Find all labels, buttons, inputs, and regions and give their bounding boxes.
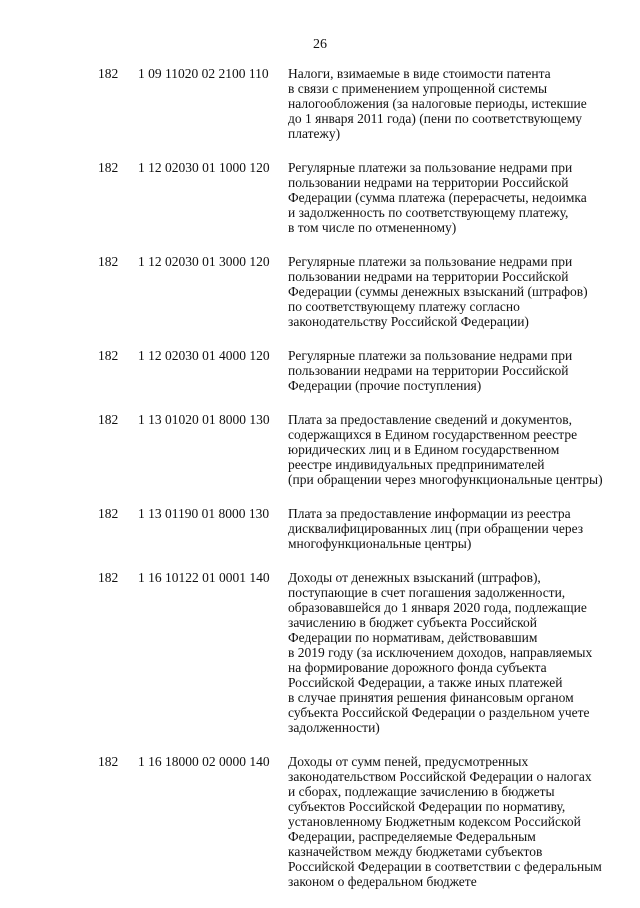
budget-classification-code: 1 13 01020 01 8000 130 bbox=[138, 412, 270, 427]
description-line: законом о федеральном бюджете bbox=[288, 874, 477, 889]
description-line: в случае принятия решения финансовым органом bbox=[288, 690, 574, 705]
admin-code: 182 bbox=[98, 254, 119, 269]
description-line: Налоги, взимаемые в виде стоимости патента bbox=[288, 66, 551, 81]
description-line: до 1 января 2011 года) (пени по соответствующему bbox=[288, 111, 583, 126]
description-line: задолженности) bbox=[288, 720, 380, 735]
description-line: поступающие в счет погашения задолженности, bbox=[288, 585, 566, 600]
description-line: Федерации (прочие поступления) bbox=[288, 378, 482, 393]
admin-code: 182 bbox=[98, 506, 119, 521]
description-line: и задолженность по соответствующему платежу, bbox=[288, 205, 569, 220]
description-line: многофункциональные центры) bbox=[288, 536, 472, 551]
budget-classification-code: 1 09 11020 02 2100 110 bbox=[138, 66, 269, 81]
table-row bbox=[0, 412, 640, 487]
admin-code: 182 bbox=[98, 754, 119, 769]
description-line: Регулярные платежи за пользование недрами при bbox=[288, 254, 573, 269]
description-line: Федерации (суммы денежных взысканий (штрафов) bbox=[288, 284, 588, 299]
description-line: законодательством Российской Федерации о налогах bbox=[288, 769, 592, 784]
budget-classification-code: 1 12 02030 01 1000 120 bbox=[138, 160, 270, 175]
table-row bbox=[0, 348, 640, 393]
description-line: Федерации по нормативам, действовавшим bbox=[288, 630, 538, 645]
description-line: дисквалифицированных лиц (при обращении через bbox=[288, 521, 584, 536]
table-row bbox=[0, 254, 640, 329]
budget-classification-code: 1 16 10122 01 0001 140 bbox=[138, 570, 270, 585]
description-line: Регулярные платежи за пользование недрами при bbox=[288, 348, 573, 363]
description-line: образовавшейся до 1 января 2020 года, подлежащие bbox=[288, 600, 587, 615]
description-line: в 2019 году (за исключением доходов, направляемых bbox=[288, 645, 593, 660]
description-line: пользовании недрами на территории Российской bbox=[288, 175, 569, 190]
description-line: в связи с применением упрощенной системы bbox=[288, 81, 548, 96]
revenue-description bbox=[288, 160, 618, 235]
description-line: зачислению в бюджет субъекта Российской bbox=[288, 615, 537, 630]
revenue-description bbox=[288, 506, 618, 551]
description-line: Плата за предоставление сведений и документов, bbox=[288, 412, 572, 427]
description-line: платежу) bbox=[288, 126, 341, 141]
description-line: Федерации, распределяемые Федеральным bbox=[288, 829, 536, 844]
description-line: Российской Федерации, а также иных платежей bbox=[288, 675, 563, 690]
description-line: пользовании недрами на территории Российской bbox=[288, 363, 569, 378]
description-line: и сборах, подлежащие зачислению в бюджеты bbox=[288, 784, 555, 799]
description-line: (при обращении через многофункциональные центры) bbox=[288, 472, 603, 487]
description-line: законодательству Российской Федерации) bbox=[288, 314, 529, 329]
description-line: в том числе по отмененному) bbox=[288, 220, 457, 235]
table-row bbox=[0, 66, 640, 141]
budget-classification-code: 1 12 02030 01 4000 120 bbox=[138, 348, 270, 363]
budget-classification-code: 1 13 01190 01 8000 130 bbox=[138, 506, 270, 521]
description-line: субъекта Российской Федерации о раздельном учете bbox=[288, 705, 590, 720]
page-number: 26 bbox=[313, 37, 327, 52]
budget-classification-code: 1 16 18000 02 0000 140 bbox=[138, 754, 270, 769]
description-line: Регулярные платежи за пользование недрами при bbox=[288, 160, 573, 175]
description-line: Российской Федерации в соответствии с федеральным bbox=[288, 859, 602, 874]
description-line: субъектов Российской Федерации по нормативу, bbox=[288, 799, 566, 814]
revenue-description bbox=[288, 570, 618, 735]
description-line: установленному Бюджетным кодексом Российской bbox=[288, 814, 581, 829]
table-row bbox=[0, 160, 640, 235]
table-row bbox=[0, 754, 640, 889]
description-line: по соответствующему платежу согласно bbox=[288, 299, 520, 314]
admin-code: 182 bbox=[98, 160, 119, 175]
revenue-code-table bbox=[0, 66, 640, 908]
admin-code: 182 bbox=[98, 570, 119, 585]
admin-code: 182 bbox=[98, 348, 119, 363]
description-line: содержащихся в Едином государственном реестре bbox=[288, 427, 578, 442]
description-line: Федерации (сумма платежа (перерасчеты, недоимка bbox=[288, 190, 587, 205]
table-row bbox=[0, 570, 640, 735]
description-line: пользовании недрами на территории Российской bbox=[288, 269, 569, 284]
budget-classification-code: 1 12 02030 01 3000 120 bbox=[138, 254, 270, 269]
description-line: Плата за предоставление информации из реестра bbox=[288, 506, 571, 521]
revenue-description bbox=[288, 412, 618, 487]
revenue-description bbox=[288, 254, 618, 329]
description-line: казначейством между бюджетами субъектов bbox=[288, 844, 543, 859]
description-line: Доходы от сумм пеней, предусмотренных bbox=[288, 754, 529, 769]
admin-code: 182 bbox=[98, 412, 119, 427]
admin-code: 182 bbox=[98, 66, 119, 81]
description-line: юридических лиц и в Едином государственном bbox=[288, 442, 560, 457]
revenue-description bbox=[288, 66, 618, 141]
revenue-description bbox=[288, 348, 618, 393]
table-row bbox=[0, 506, 640, 551]
description-line: налогообложения (за налоговые периоды, истекшие bbox=[288, 96, 587, 111]
description-line: Доходы от денежных взысканий (штрафов), bbox=[288, 570, 541, 585]
description-line: на формирование дорожного фонда субъекта bbox=[288, 660, 547, 675]
description-line: реестре индивидуальных предпринимателей bbox=[288, 457, 545, 472]
revenue-description bbox=[288, 754, 618, 889]
